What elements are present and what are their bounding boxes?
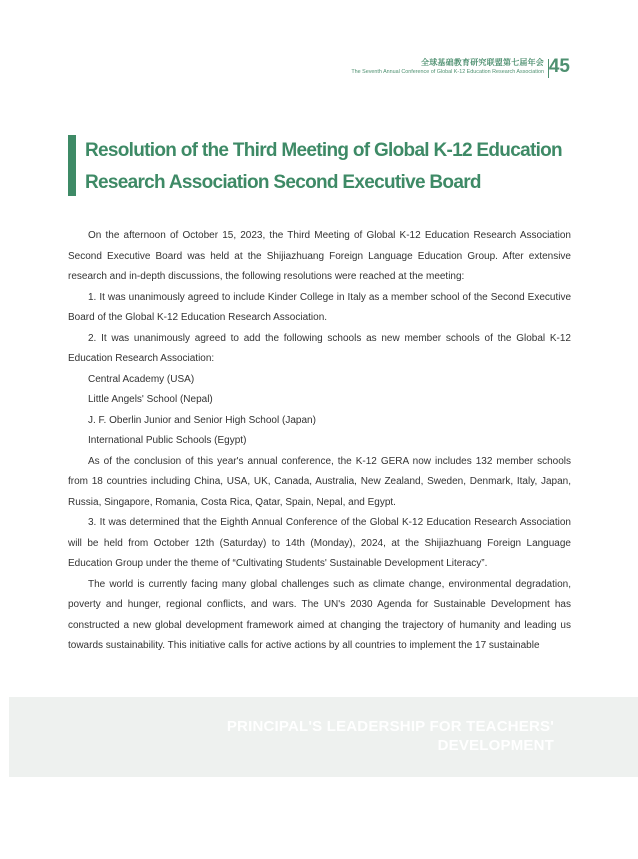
page-number: 45: [548, 56, 570, 77]
title-accent-bar: [68, 135, 76, 196]
title-line-2: Research Association Second Executive Board: [85, 172, 481, 193]
header-chinese-title: 全球基础教育研究联盟第七届年会: [421, 58, 544, 67]
header-text-block: [351, 58, 544, 76]
paragraph-resolution-1: 1. It was unanimously agreed to include Kinder College in Italy as a member school of the Second Executive Board of the Global K-12 Education Research Association.: [68, 291, 571, 323]
school-list-item: J. F. Oberlin Junior and Senior High School (Japan): [88, 414, 316, 426]
footer-line-1: PRINCIPAL'S LEADERSHIP FOR TEACHERS': [226, 718, 554, 735]
school-list-item: International Public Schools (Egypt): [88, 435, 247, 446]
title-line-1: Resolution of the Third Meeting of Global K-12 Education: [85, 140, 562, 161]
school-list-item: Little Angels' School (Nepal): [88, 394, 213, 405]
paragraph-global-challenges: The world is currently facing many global challenges such as climate change, environmental degradation, poverty and hunger, regional conflicts, and wars. The UN's 2030 Agenda for Sustainable Development has constructed a new global development framework aimed at changing the trajectory of humanity and leading us towards sustainability. This initiative calls for active actions by all countries to implement the 17 sustainable: [68, 578, 571, 651]
running-header: [250, 58, 570, 80]
article-title: [85, 135, 585, 199]
paragraph-intro: On the afternoon of October 15, 2023, the Third Meeting of Global K-12 Education Research Association Second Executive Board was held at the Shijiazhuang Foreign Language Education Group. After extensive research and in-depth discussions, the following resolutions were reached at the meeting:: [68, 230, 571, 282]
article-body: [68, 226, 571, 657]
footer-line-2: DEVELOPMENT: [437, 737, 554, 754]
footer-section-title: [227, 717, 554, 755]
paragraph-resolution-2: 2. It was unanimously agreed to add the following schools as new member schools of the Global K-12 Education Research Association:: [68, 332, 571, 364]
paragraph-membership: As of the conclusion of this year's annual conference, the K-12 GERA now includes 132 member schools from 18 countries including China, USA, UK, Canada, Australia, New Zealand, Sweden, Denmark, Italy, Japan, Russia, Singapore, Romania, Costa Rica, Qatar, Spain, Nepal, and Egypt.: [68, 455, 571, 508]
paragraph-resolution-3: 3. It was determined that the Eighth Annual Conference of the Global K-12 Education Research Association will be held from October 12th (Saturday) to 14th (Monday), 2024, at the Shijiazhuang Foreign Language Education Group under the theme of “Cultivating Students' Sustainable Development Literacy”.: [68, 517, 571, 569]
header-english-subtitle: The Seventh Annual Conference of Global K-12 Education Research Association: [351, 69, 544, 75]
school-list-item: Central Academy (USA): [88, 373, 195, 385]
